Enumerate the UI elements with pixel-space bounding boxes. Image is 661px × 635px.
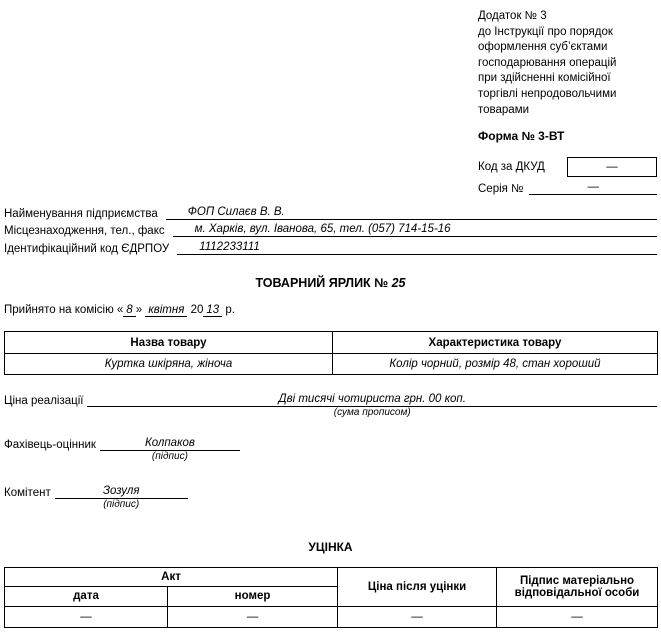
appendix-line: Додаток № 3 [478, 10, 547, 22]
dkud-code-box [567, 157, 657, 177]
appendix-block [478, 9, 657, 195]
price-value: Дві тисячі чотириста грн. 00 коп. [278, 392, 466, 405]
company-location-value: м. Харків, вул. Іванова, 65, тел. (057) 714-15-16 [173, 222, 657, 237]
act-date-header: дата [5, 586, 168, 606]
markdown-table [4, 567, 658, 628]
dkud-label: Код за ДКУД [478, 161, 545, 174]
goods-table [4, 331, 658, 375]
appraiser-signature-line [100, 436, 240, 462]
consignor-signature-line [55, 484, 188, 510]
commission-year: 13 [203, 304, 222, 317]
appraiser-signature-row [4, 436, 657, 462]
act-number-header: номер [168, 586, 338, 606]
commission-line [4, 304, 657, 316]
appendix-line: до Інструкції про порядок [478, 25, 613, 38]
responsible-signature-header: Підпис матеріально відповідальної особи [497, 567, 658, 606]
goods-table-header-row [5, 331, 658, 353]
appraiser-signature-note: (підпис) [151, 450, 188, 462]
company-row [4, 237, 657, 255]
page-title-text: ТОВАРНИЙ ЯРЛИК № [255, 275, 389, 290]
appendix-line: господарювання операцій [478, 56, 617, 69]
price-after-markdown-header: Ціна після уцінки [338, 567, 497, 606]
table-row [5, 606, 658, 627]
appendix-line: при здійсненні комісійної [478, 72, 611, 85]
dkud-row [478, 157, 657, 177]
price-after-markdown-cell: — [338, 606, 497, 627]
company-info [4, 202, 657, 255]
table-row [5, 353, 658, 374]
appendix-line: товарами [478, 103, 530, 116]
act-number-cell: — [168, 606, 338, 627]
responsible-signature-cell: — [497, 606, 658, 627]
company-name-value: ФОП Силаєв В. В. [166, 205, 657, 220]
page-title-number: 25 [391, 275, 406, 290]
appendix-line: торгівлі непродовольчими [478, 87, 617, 100]
markdown-table-header-row [5, 567, 658, 586]
commission-prefix: Прийнято на комісію « [4, 303, 124, 316]
consignor-signature-note: (підпис) [103, 498, 140, 510]
price-note: (сума прописом) [333, 406, 411, 418]
price-row [4, 392, 657, 418]
consignor-label: Комітент [4, 486, 51, 499]
markdown-section-title: УЦІНКА [308, 539, 353, 554]
consignor-signature-row [4, 484, 657, 510]
dkud-value: — [606, 161, 618, 174]
price-label: Ціна реалізації [4, 394, 84, 407]
company-edrpou-value: 1112233111 [177, 240, 657, 255]
form-number: Форма № 3-ВТ [478, 129, 565, 144]
commission-suffix: р. [225, 303, 235, 316]
goods-name-header: Назва товару [5, 331, 333, 353]
commission-after-day: » [135, 303, 143, 316]
company-edrpou-label: Ідентифікаційний код ЄДРПОУ [4, 242, 170, 255]
commission-year-prefix: 20 [190, 303, 204, 316]
seria-row [478, 180, 657, 195]
goods-name-cell: Куртка шкіряна, жіноча [5, 353, 333, 374]
page-title [4, 276, 657, 290]
company-name-label: Найменування підприємства [4, 207, 158, 220]
company-row [4, 220, 657, 238]
goods-characteristics-cell: Колір чорний, розмір 48, стан хороший [333, 353, 658, 374]
commission-day: 8 [123, 304, 135, 317]
appendix-line: оформлення суб’єктами [478, 41, 608, 54]
company-location-label: Місцезнаходження, тел., факс [4, 225, 165, 238]
seria-value-line: — [529, 180, 657, 195]
appraiser-label: Фахівець-оцінник [4, 438, 96, 451]
price-value-line [87, 392, 657, 418]
act-header: Акт [5, 567, 338, 586]
goods-characteristics-header: Характеристика товару [333, 331, 658, 353]
consignor-signature-value: Зозуля [102, 484, 140, 497]
act-date-cell: — [5, 606, 168, 627]
seria-label: Серія № [478, 183, 524, 196]
commission-month: квітня [145, 304, 187, 317]
appraiser-signature-value: Колпаков [144, 436, 195, 449]
company-row [4, 202, 657, 220]
